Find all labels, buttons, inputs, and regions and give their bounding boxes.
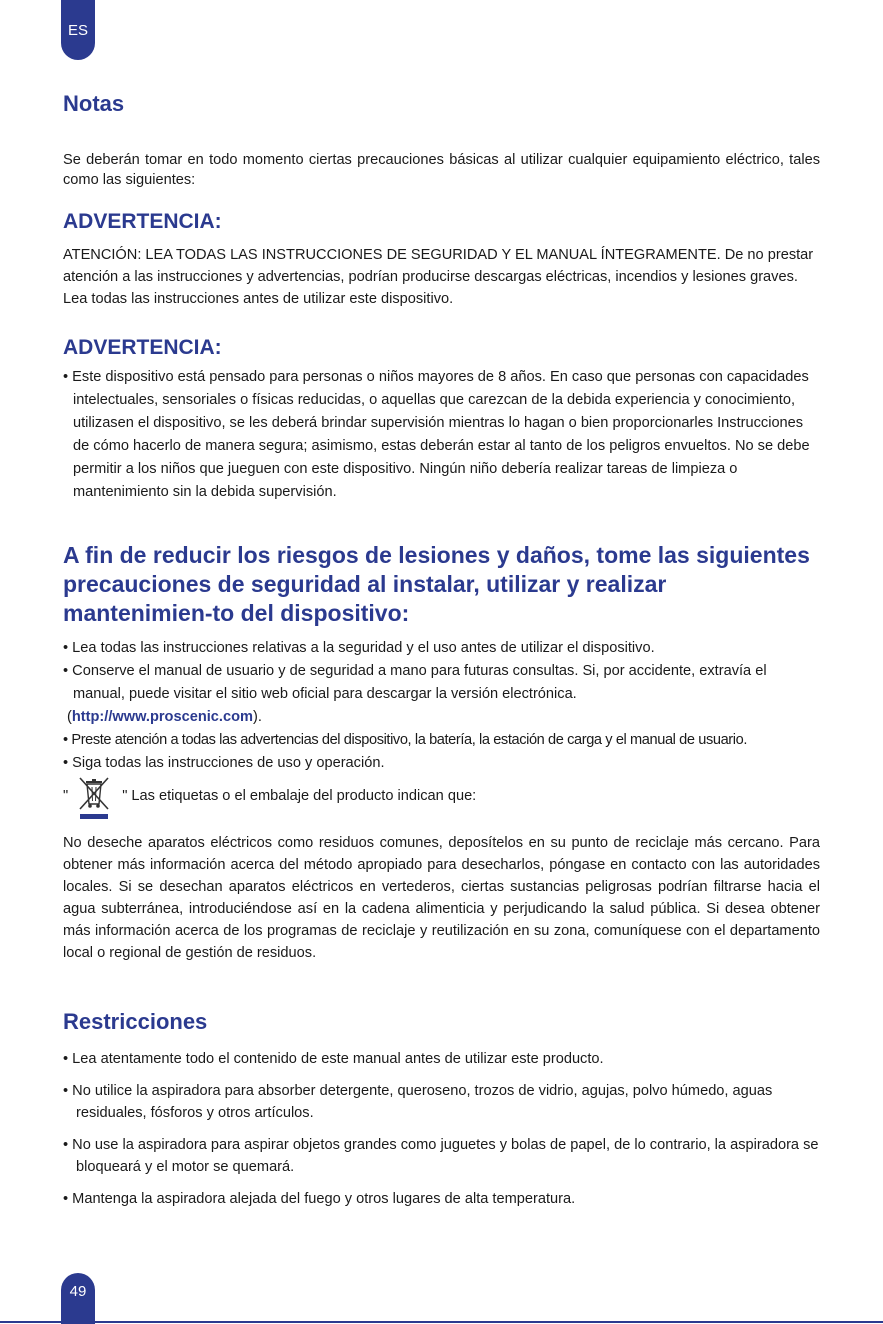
list-item-text: Lea todas las instrucciones relativas a la seguridad y el uso antes de utilizar el dispositivo. (72, 640, 655, 656)
list-item (63, 1048, 820, 1070)
list-item (63, 366, 820, 504)
restrictions-list (63, 1048, 820, 1220)
list-item-text: Preste atención a todas las advertencias del dispositivo, la batería, la estación de carga y el manual de usuario. (71, 732, 747, 748)
warning-list-2 (63, 366, 820, 504)
list-item-text: Este dispositivo está pensado para personas o niños mayores de 8 años. En caso que personas con capacidades intelectuales, sensoriales o físicas reducidas, o aquellas que carezcan de la debida experiencia y conocimiento, utilizasen el dispositivo, se les deberá brindar supervisión mientras lo hagan o bien proporcionarles Instrucciones de cómo hacerlo de manera segura; asimismo, estas deberán estar al tanto de los peligros envueltos. No se debe permitir a los niños que jueguen con este dispositivo. Ningún niño debería realizar tareas de limpieza o mantenimiento sin la debida supervisión. (72, 369, 810, 500)
restrictions-heading: Restricciones (63, 1009, 208, 1034)
list-item-text: No utilice la aspiradora para absorber detergente, queroseno, trozos de vidrio, agujas, polvo húmedo, aguas residuales, fósforos y otros artículos. (72, 1083, 773, 1121)
disposal-paragraph: No deseche aparatos eléctricos como residuos comunes, deposítelos en su punto de reciclaje más cercano. Para obtener más información acerca del método apropiado para desecharlos, póngase en contacto con las autoridades locales. Si se desechan aparatos eléctricos en vertederos, ciertas sustancias peligrosas podrían filtrarse hacia el agua subterránea, introduciéndose así en la cadena alimenticia y perjudicando la salud pública. Si desea obtener más información acerca de los programas de reciclaje y reutilización en su zona, comuníquese con el departamento local o regional de gestión de residuos. (63, 835, 820, 961)
list-item (63, 660, 820, 706)
list-item (63, 1080, 820, 1124)
weee-notice (63, 776, 476, 818)
crossed-out-wheelie-bin-icon (76, 776, 112, 824)
list-item (63, 1188, 820, 1210)
language-tab: ES (61, 0, 95, 60)
safety-precautions-heading: A fin de reducir los riesgos de lesiones y daños, tome las siguientes precauciones de seguridad al instalar, utilizar y realizar mantenimien-to del dispositivo: (63, 542, 810, 626)
link-close-paren: ). (252, 709, 262, 725)
website-line (63, 706, 820, 729)
list-item-text: Lea atentamente todo el contenido de este manual antes de utilizar este producto. (72, 1051, 604, 1067)
website-link[interactable]: http://www.proscenic.com (71, 709, 253, 725)
list-item (63, 1134, 820, 1178)
list-item (63, 752, 820, 775)
weee-quote-open: " (63, 788, 69, 804)
warning-heading-2: ADVERTENCIA: (63, 336, 222, 359)
weee-label-text: " Las etiquetas o el embalaje del producto indican que: (122, 788, 477, 804)
list-item-text: Mantenga la aspiradora alejada del fuego y otros lugares de alta temperatura. (72, 1191, 576, 1207)
page-number-tab: 49 (61, 1273, 95, 1324)
list-item (63, 637, 820, 660)
safety-precautions-list (63, 637, 820, 775)
notas-heading: Notas (63, 91, 125, 116)
warning-heading-1: ADVERTENCIA: (63, 210, 222, 233)
footer-divider (0, 1321, 883, 1323)
warning-paragraph-1: ATENCIÓN: LEA TODAS LAS INSTRUCCIONES DE SEGURIDAD Y EL MANUAL ÍNTEGRAMENTE. De no prestar atención a las instrucciones y advertencias, podrían producirse descargas eléctricas, incendios y lesiones graves. Lea todas las instrucciones antes de utilizar este dispositivo. (63, 247, 814, 307)
list-item-text: Siga todas las instrucciones de uso y operación. (72, 755, 385, 771)
list-item-text: Conserve el manual de usuario y de seguridad a mano para futuras consultas. Si, por accidente, extravía el manual, puede visitar el sitio web oficial para descargar la versión electrónica. (72, 663, 767, 702)
notas-paragraph: Se deberán tomar en todo momento ciertas precauciones básicas al utilizar cualquier equipamiento eléctrico, tales como las siguientes: (63, 152, 820, 188)
list-item (63, 729, 820, 752)
list-item-text: No use la aspiradora para aspirar objetos grandes como juguetes y bolas de papel, de lo contrario, la aspiradora se bloqueará y el motor se quemará. (72, 1137, 819, 1175)
link-open-paren: ( (67, 709, 72, 725)
